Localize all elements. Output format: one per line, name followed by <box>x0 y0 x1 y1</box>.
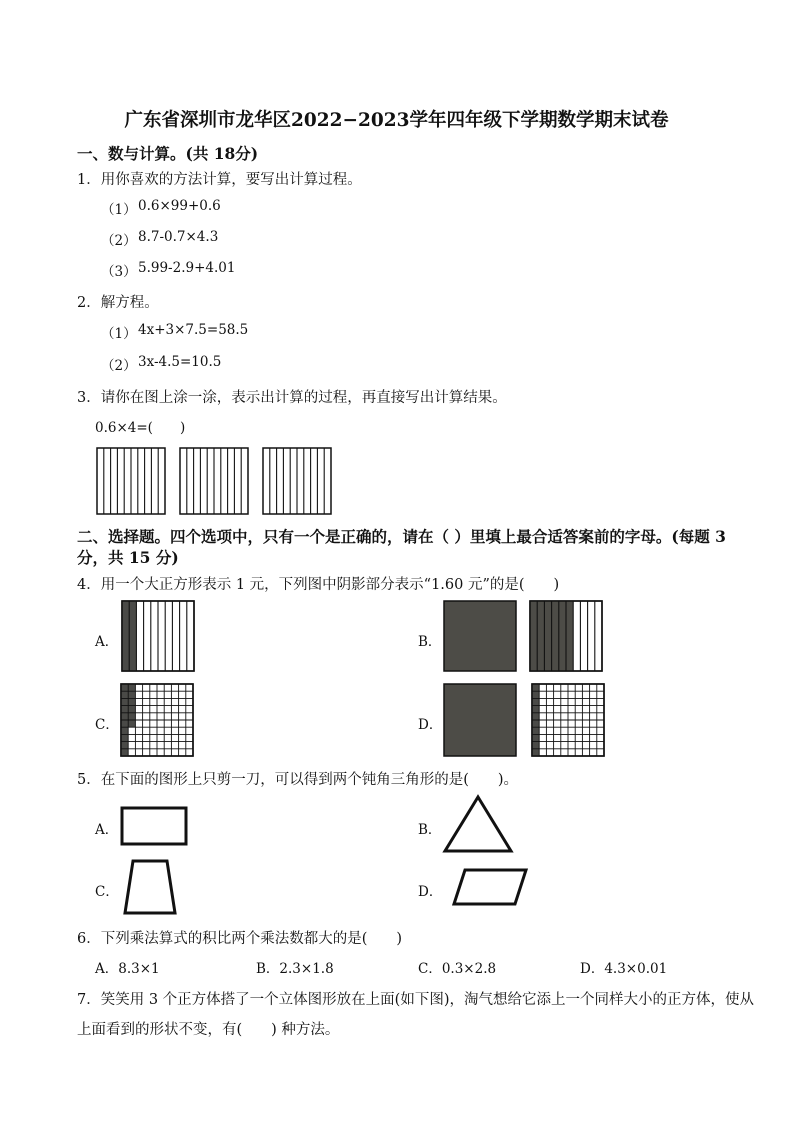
q5-option-a-label[interactable]: A． <box>95 822 119 838</box>
q3-strip-square-2[interactable] <box>179 447 249 515</box>
q4-option-d-figure-grid[interactable] <box>531 683 605 757</box>
q1-item-2-num: （2） <box>101 233 137 249</box>
question-5-text: 5．在下面的图形上只剪一刀，可以得到两个钝角三角形的是( )。 <box>77 772 519 788</box>
question-1-text: 1．用你喜欢的方法计算，要写出计算过程。 <box>77 172 362 188</box>
q1-item-1-expr: 0.6×99+0.6 <box>138 198 221 214</box>
q4-option-d-label[interactable]: D． <box>418 717 443 733</box>
q5-option-b-label[interactable]: B． <box>418 822 442 838</box>
q4-option-b-label[interactable]: B． <box>418 634 442 650</box>
question-7-line-2: 上面看到的形状不变，有( ) 种方法。 <box>77 1022 340 1038</box>
q3-strip-square-3[interactable] <box>262 447 332 515</box>
q5-option-d-parallelogram[interactable] <box>451 867 529 907</box>
q3-strip-square-1[interactable] <box>96 447 166 515</box>
q2-item-2-expr: 3x-4.5=10.5 <box>138 354 222 370</box>
q1-item-2-expr: 8.7-0.7×4.3 <box>138 229 219 245</box>
q4-option-a-figure[interactable] <box>121 600 195 672</box>
q5-option-a-rectangle[interactable] <box>120 806 188 846</box>
question-2-text: 2．解方程。 <box>77 295 159 311</box>
q4-option-c-label[interactable]: C． <box>95 717 119 733</box>
q4-option-c-figure[interactable] <box>120 683 194 757</box>
q5-option-c-label[interactable]: C． <box>95 884 119 900</box>
question-6-text: 6．下列乘法算式的积比两个乘法数都大的是( ) <box>77 931 403 947</box>
q4-option-b-figure-full[interactable] <box>443 600 517 672</box>
q6-option-d[interactable]: D．4.3×0.01 <box>580 961 668 977</box>
q5-option-d-label[interactable]: D． <box>418 884 443 900</box>
q6-option-a[interactable]: A．8.3×1 <box>95 961 160 977</box>
question-3-text: 3．请你在图上涂一涂，表示出计算的过程，再直接写出计算结果。 <box>77 390 507 406</box>
q2-item-2-num: （2） <box>101 358 137 374</box>
q5-option-c-trapezoid[interactable] <box>122 858 178 916</box>
q3-expression: 0.6×4=( ) <box>95 420 186 436</box>
q6-option-c[interactable]: C．0.3×2.8 <box>418 961 497 977</box>
section-2-heading-line-2: 分，共 15 分) <box>77 548 179 567</box>
q1-item-3-expr: 5.99-2.9+4.01 <box>138 260 236 276</box>
section-2-heading-line-1: 二、选择题。四个选项中，只有一个是正确的，请在（ ）里填上最合适答案前的字母。(每题 3 <box>77 527 726 546</box>
q1-item-3-num: （3） <box>101 264 137 280</box>
q5-option-b-triangle[interactable] <box>442 794 514 854</box>
question-4-text: 4．用一个大正方形表示 1 元，下列图中阴影部分表示“1.60 元”的是( ) <box>77 577 560 593</box>
section-1-heading: 一、数与计算。(共 18分) <box>77 144 259 163</box>
q4-option-d-figure-full[interactable] <box>443 683 517 757</box>
q1-item-1-num: （1） <box>101 202 137 218</box>
page-title: 广东省深圳市龙华区2022−2023学年四年级下学期数学期末试卷 <box>124 110 669 131</box>
q2-item-1-expr: 4x+3×7.5=58.5 <box>138 322 249 338</box>
q4-option-b-figure-partial[interactable] <box>529 600 603 672</box>
q6-option-b[interactable]: B．2.3×1.8 <box>256 961 334 977</box>
question-7-line-1: 7．笑笑用 3 个正方体搭了一个立体图形放在上面(如下图)，淘气想给它添上一个同样大小的正方体，使从 <box>77 992 754 1008</box>
q4-option-a-label[interactable]: A． <box>95 634 119 650</box>
q2-item-1-num: （1） <box>101 326 137 342</box>
